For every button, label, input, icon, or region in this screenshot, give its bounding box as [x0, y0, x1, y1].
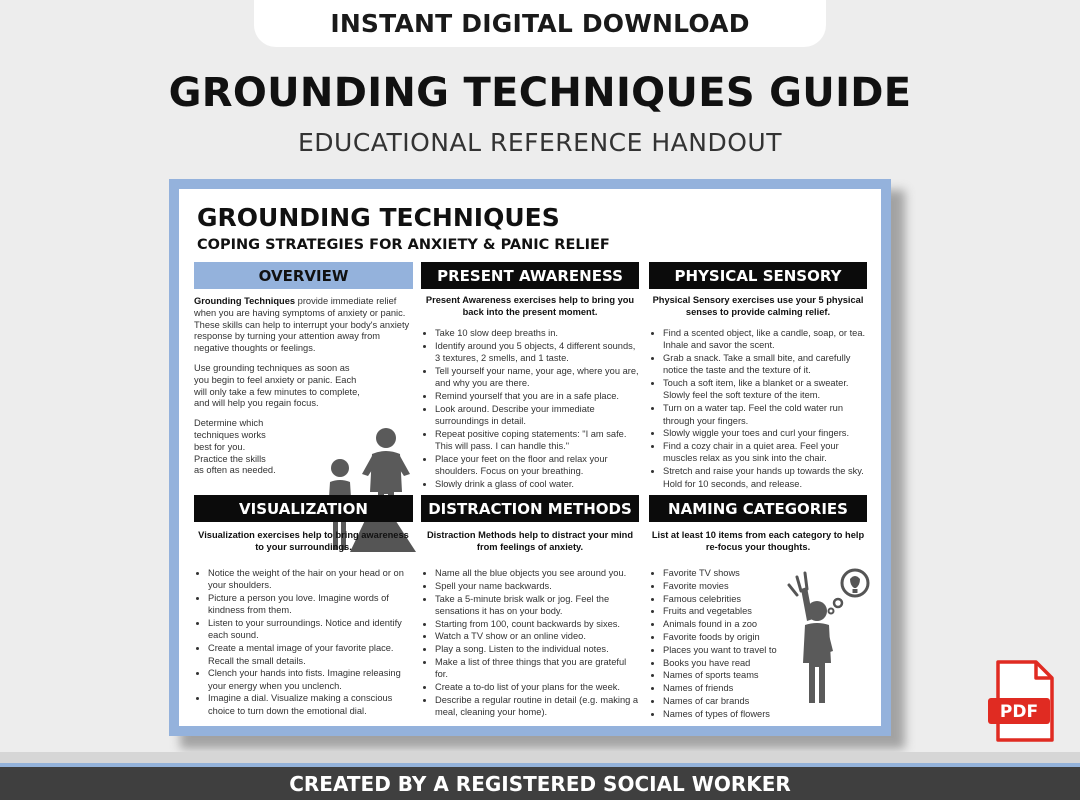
thinking-person-lightbulb-illustration: [783, 567, 875, 709]
list-item: • Animals found in a zoo: [663, 618, 789, 630]
list-item: • Slowly drink a glass of cool water.: [435, 478, 639, 490]
visualization-list: [194, 567, 413, 717]
present-awareness-list: [421, 327, 639, 490]
list-item: • Take 10 slow deep breaths in.: [435, 327, 639, 339]
list-item: • Grab a snack. Take a small bite, and carefully notice the taste and the texture of it.: [663, 352, 867, 377]
list-item: • Take a 5-minute brisk walk or jog. Feel the sensations it has on your body.: [435, 593, 639, 618]
main-title: GROUNDING TECHNIQUES GUIDE: [168, 70, 912, 116]
list-item: • Slowly wiggle your toes and curl your fingers.: [663, 427, 867, 439]
overview-lead-text: provide immediate relief when you are having symptoms of anxiety or panic. These skills can help to interrupt your body's anxiety response by turning your attention away from negative thoughts or feelings.: [194, 296, 410, 354]
list-item: • Famous celebrities: [663, 593, 789, 605]
list-item: • Places you want to travel to: [663, 644, 789, 656]
list-item: • Name all the blue objects you see around you.: [435, 567, 639, 579]
list-item: • Turn on a water tap. Feel the cold water run through your fingers.: [663, 402, 867, 427]
naming-categories-intro: List at least 10 items from each category to help re-focus your thoughts.: [651, 530, 865, 552]
list-item: • Clench your hands into fists. Imagine releasing your energy when you unclench.: [208, 667, 413, 692]
pdf-file-icon: [986, 660, 1058, 742]
list-item: • Make a list of three things that you are grateful for.: [435, 656, 639, 681]
visualization-heading: VISUALIZATION: [194, 495, 413, 522]
handout-sheet: [179, 189, 881, 726]
present-awareness-intro: Present Awareness exercises help to bring you back into the present moment.: [425, 295, 635, 317]
list-item: • Names of car brands: [663, 695, 789, 707]
list-item: • Names of friends: [663, 682, 789, 694]
footer-text: CREATED BY A REGISTERED SOCIAL WORKER: [289, 771, 791, 796]
list-item: • Touch a soft item, like a blanket or a sweater. Slowly feel the soft texture of the item.: [663, 377, 867, 402]
list-item: • Favorite movies: [663, 580, 789, 592]
physical-sensory-list: [649, 327, 867, 490]
section-overview: [194, 262, 413, 477]
handout-subtitle: COPING STRATEGIES FOR ANXIETY & PANIC RELIEF: [197, 237, 610, 253]
section-physical-sensory: [649, 262, 867, 490]
list-item: • Notice the weight of the hair on your head or on your shoulders.: [208, 567, 413, 592]
list-item: • Favorite foods by origin: [663, 631, 789, 643]
distraction-methods-intro: Distraction Methods help to distract your mind from feelings of anxiety.: [426, 530, 634, 552]
list-item: • Stretch and raise your hands up towards the sky. Hold for 10 seconds, and release.: [663, 465, 867, 490]
visualization-intro: Visualization exercises help to bring awareness to your surroundings.: [198, 530, 409, 552]
overview-paragraph-2: Use grounding techniques as soon as you begin to feel anxiety or panic. Each will only take a few minutes to complete, and will help you regain focus.: [194, 362, 360, 409]
list-item: • Place your feet on the floor and relax your shoulders. Focus on your breathing.: [435, 453, 639, 478]
overview-paragraph-3: Determine which techniques works best for you. Practice the skills as often as needed.: [194, 418, 276, 476]
list-item: • Repeat positive coping statements: "I am safe. This will pass. I can handle this.": [435, 428, 639, 453]
distraction-methods-list: [421, 567, 639, 719]
list-item: • Play a song. Listen to the individual notes.: [435, 643, 639, 655]
list-item: • Describe a regular routine in detail (e.g. making a meal, cleaning your home).: [435, 694, 639, 719]
list-item: • Look around. Describe your immediate surroundings in detail.: [435, 403, 639, 428]
list-item: • Picture a person you love. Imagine words of kindness from them.: [208, 592, 413, 617]
handout-title: GROUNDING TECHNIQUES: [197, 203, 560, 232]
section-distraction-methods: [421, 495, 639, 719]
present-awareness-heading: PRESENT AWARENESS: [421, 262, 639, 289]
distraction-methods-heading: DISTRACTION METHODS: [421, 495, 639, 522]
list-item: • Identify around you 5 objects, 4 different sounds, 3 textures, 2 smells, and 1 taste.: [435, 340, 639, 365]
physical-sensory-intro: Physical Sensory exercises use your 5 physical senses to provide calming relief.: [652, 295, 864, 317]
naming-categories-heading: NAMING CATEGORIES: [649, 495, 867, 522]
list-item: • Books you have read: [663, 657, 789, 669]
subtitle: EDUCATIONAL REFERENCE HANDOUT: [298, 128, 782, 157]
list-item: • Spell your name backwards.: [435, 580, 639, 592]
section-naming-categories: [649, 495, 867, 721]
pdf-label: PDF: [999, 702, 1039, 722]
list-item: • Names of types of flowers: [663, 708, 789, 720]
footer-accent-line: [0, 752, 1080, 763]
footer-banner: [0, 763, 1080, 800]
overview-paragraph-1: [194, 296, 413, 355]
list-item: • Find a scented object, like a candle, soap, or tea. Inhale and savor the scent.: [663, 327, 867, 352]
list-item: • Watch a TV show or an online video.: [435, 630, 639, 642]
list-item: • Find a cozy chair in a quiet area. Feel your muscles relax as you sink into the chair.: [663, 440, 867, 465]
physical-sensory-heading: PHYSICAL SENSORY: [649, 262, 867, 289]
download-badge: [254, 0, 826, 47]
section-present-awareness: [421, 262, 639, 491]
list-item: • Favorite TV shows: [663, 567, 789, 579]
overview-heading: OVERVIEW: [194, 262, 413, 289]
overview-lead-bold: Grounding Techniques: [194, 296, 296, 306]
list-item: • Create a mental image of your favorite place. Recall the small details.: [208, 642, 413, 667]
list-item: • Names of sports teams: [663, 669, 789, 681]
list-item: • Create a to-do list of your plans for the week.: [435, 681, 639, 693]
badge-text: INSTANT DIGITAL DOWNLOAD: [330, 9, 750, 38]
list-item: • Listen to your surroundings. Notice and identify each sound.: [208, 617, 413, 642]
list-item: • Fruits and vegetables: [663, 605, 789, 617]
list-item: • Remind yourself that you are in a safe place.: [435, 390, 639, 402]
section-visualization: [194, 495, 413, 718]
list-item: • Starting from 100, count backwards by sixes.: [435, 618, 639, 630]
naming-categories-list: [649, 567, 789, 720]
list-item: • Imagine a dial. Visualize making a conscious choice to turn down the emotional dial.: [208, 692, 413, 717]
list-item: • Tell yourself your name, your age, where you are, and why you are there.: [435, 365, 639, 390]
